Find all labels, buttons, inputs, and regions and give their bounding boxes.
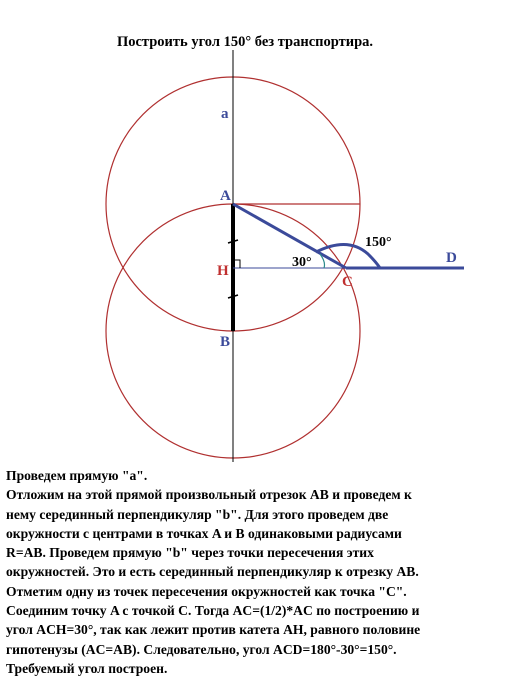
explanation-text — [6, 466, 518, 678]
text-line: Требуемый угол построен. — [6, 660, 168, 676]
text-line: Отложим на этой прямой произвольный отрезок AB и проведем к — [6, 487, 412, 503]
text-line: гипотенузы (AC=AB). Следовательно, угол ACD=180°-30°=150°. — [6, 641, 397, 657]
text-line: R=AB. Проведем прямую "b" через точки пересечения этих — [6, 545, 374, 561]
text-line: окружностей. Это и есть серединный перпендикуляр к отрезку AB. — [6, 564, 419, 580]
text-line: Соединим точку A с точкой C. Тогда AC=(1/2)*AC по построению и — [6, 603, 420, 619]
page-title: Построить угол 150° без транспортира. — [116, 34, 374, 50]
label-line-a: a — [221, 106, 229, 122]
segment-ac — [233, 204, 346, 268]
label-point-d: D — [446, 250, 457, 266]
label-point-b: B — [220, 334, 231, 350]
text-line: Отметим одну из точек пересечения окружностей как точка "C". — [6, 583, 407, 599]
text-line: нему серединный перпендикуляр "b". Для этого проведем две — [6, 506, 389, 522]
label-point-h: H — [217, 263, 229, 279]
label-point-a: A — [220, 188, 231, 204]
label-angle-30: 30° — [292, 255, 312, 270]
label-point-c: C — [342, 274, 353, 290]
text-line: окружности с центрами в точках A и B одинаковыми радиусами — [6, 525, 402, 541]
label-angle-150: 150° — [365, 235, 392, 250]
text-line: угол ACH=30°, так как лежит против катета AH, равного половине — [6, 622, 421, 638]
text-line: Проведем прямую "a". — [6, 468, 148, 483]
